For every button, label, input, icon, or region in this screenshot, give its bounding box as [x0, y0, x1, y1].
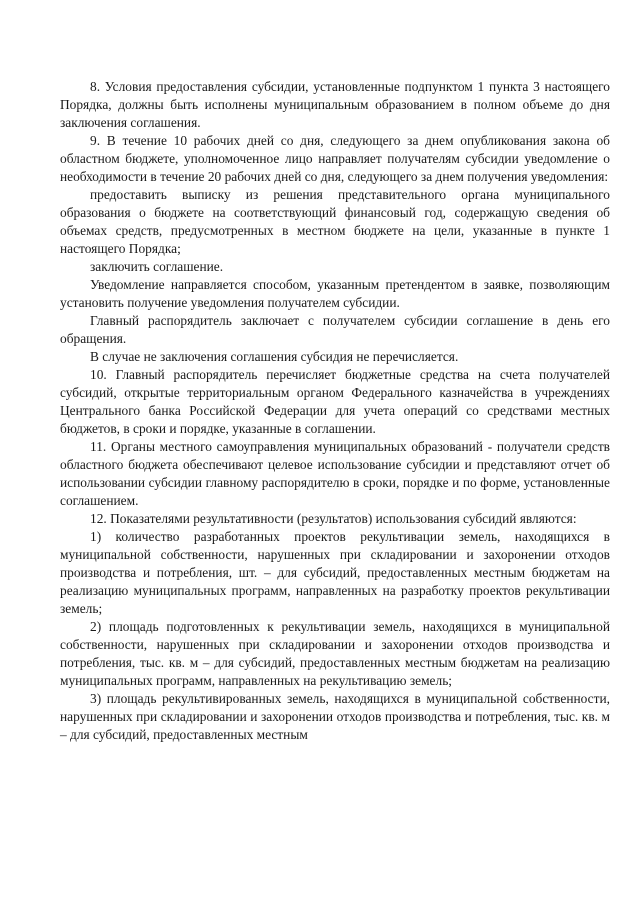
paragraph-12-item-1: 1) количество разработанных проектов рекультивации земель, находящихся в муниципальной собственности, нарушенных при складировании и захоронении отходов производства и потребления, шт. – для субсидий, предоставленных местным бюджетам на реализацию муниципальных программ, направленных на разработку проектов рекультивации земель; [60, 529, 610, 616]
document-page [60, 78, 610, 744]
paragraph-9: 9. В течение 10 рабочих дней со дня, следующего за днем опубликования закона об областном бюджете, уполномоченное лицо направляет получателям субсидии уведомление о необходимости в течение 20 рабочих дней со дня, следующего за днем получения уведомления: [60, 133, 610, 184]
paragraph-no-agreement: В случае не заключения соглашения субсидия не перечисляется. [90, 349, 459, 364]
paragraph-12: 12. Показателями результативности (результатов) использования субсидий являются: [90, 511, 577, 526]
paragraph-8: 8. Условия предоставления субсидии, установленные подпунктом 1 пункта 3 настоящего Порядка, должны быть исполнены муниципальным образованием в полном объеме до дня заключения соглашения. [60, 79, 610, 130]
paragraph-11: 11. Органы местного самоуправления муниципальных образований - получатели средств областного бюджета обеспечивают целевое использование субсидии и представляют отчет об использовании субсидии главному распорядителю в сроки, порядке и по форме, установленные соглашением. [60, 439, 610, 508]
paragraph-12-item-2: 2) площадь подготовленных к рекультивации земель, находящихся в муниципальной собственности, нарушенных при складировании и захоронении отходов производства и потребления, тыс. кв. м – для субсидий, предоставленных местным бюджетам на реализацию муниципальных программ, направленных на рекультивацию земель; [60, 619, 610, 688]
paragraph-9-item-agreement: заключить соглашение. [90, 259, 224, 274]
paragraph-notification: Уведомление направляется способом, указанным претендентом в заявке, позволяющим установить получение уведомления получателем субсидии. [60, 277, 610, 310]
paragraph-9-item-extract: предоставить выписку из решения представительного органа муниципального образования о бюджете на соответствующий финансовый год, содержащую сведения об объемах средств, предусмотренных в местном бюджете на цели, указанные в пункте 1 настоящего Порядка; [60, 187, 610, 256]
paragraph-main-administrator: Главный распорядитель заключает с получателем субсидии соглашение в день его обращения. [60, 313, 610, 346]
paragraph-12-item-3: 3) площадь рекультивированных земель, находящихся в муниципальной собственности, нарушенных при складировании и захоронении отходов производства и потребления, тыс. кв. м – для субсидий, предоставленных местным [60, 691, 610, 742]
paragraph-10: 10. Главный распорядитель перечисляет бюджетные средства на счета получателей субсидий, открытые территориальным органом Федерального казначейства в учреждениях Центрального банка Российской Федерации для учета операций со средствами местных бюджетов, в сроки и порядке, указанные в соглашении. [60, 367, 610, 436]
